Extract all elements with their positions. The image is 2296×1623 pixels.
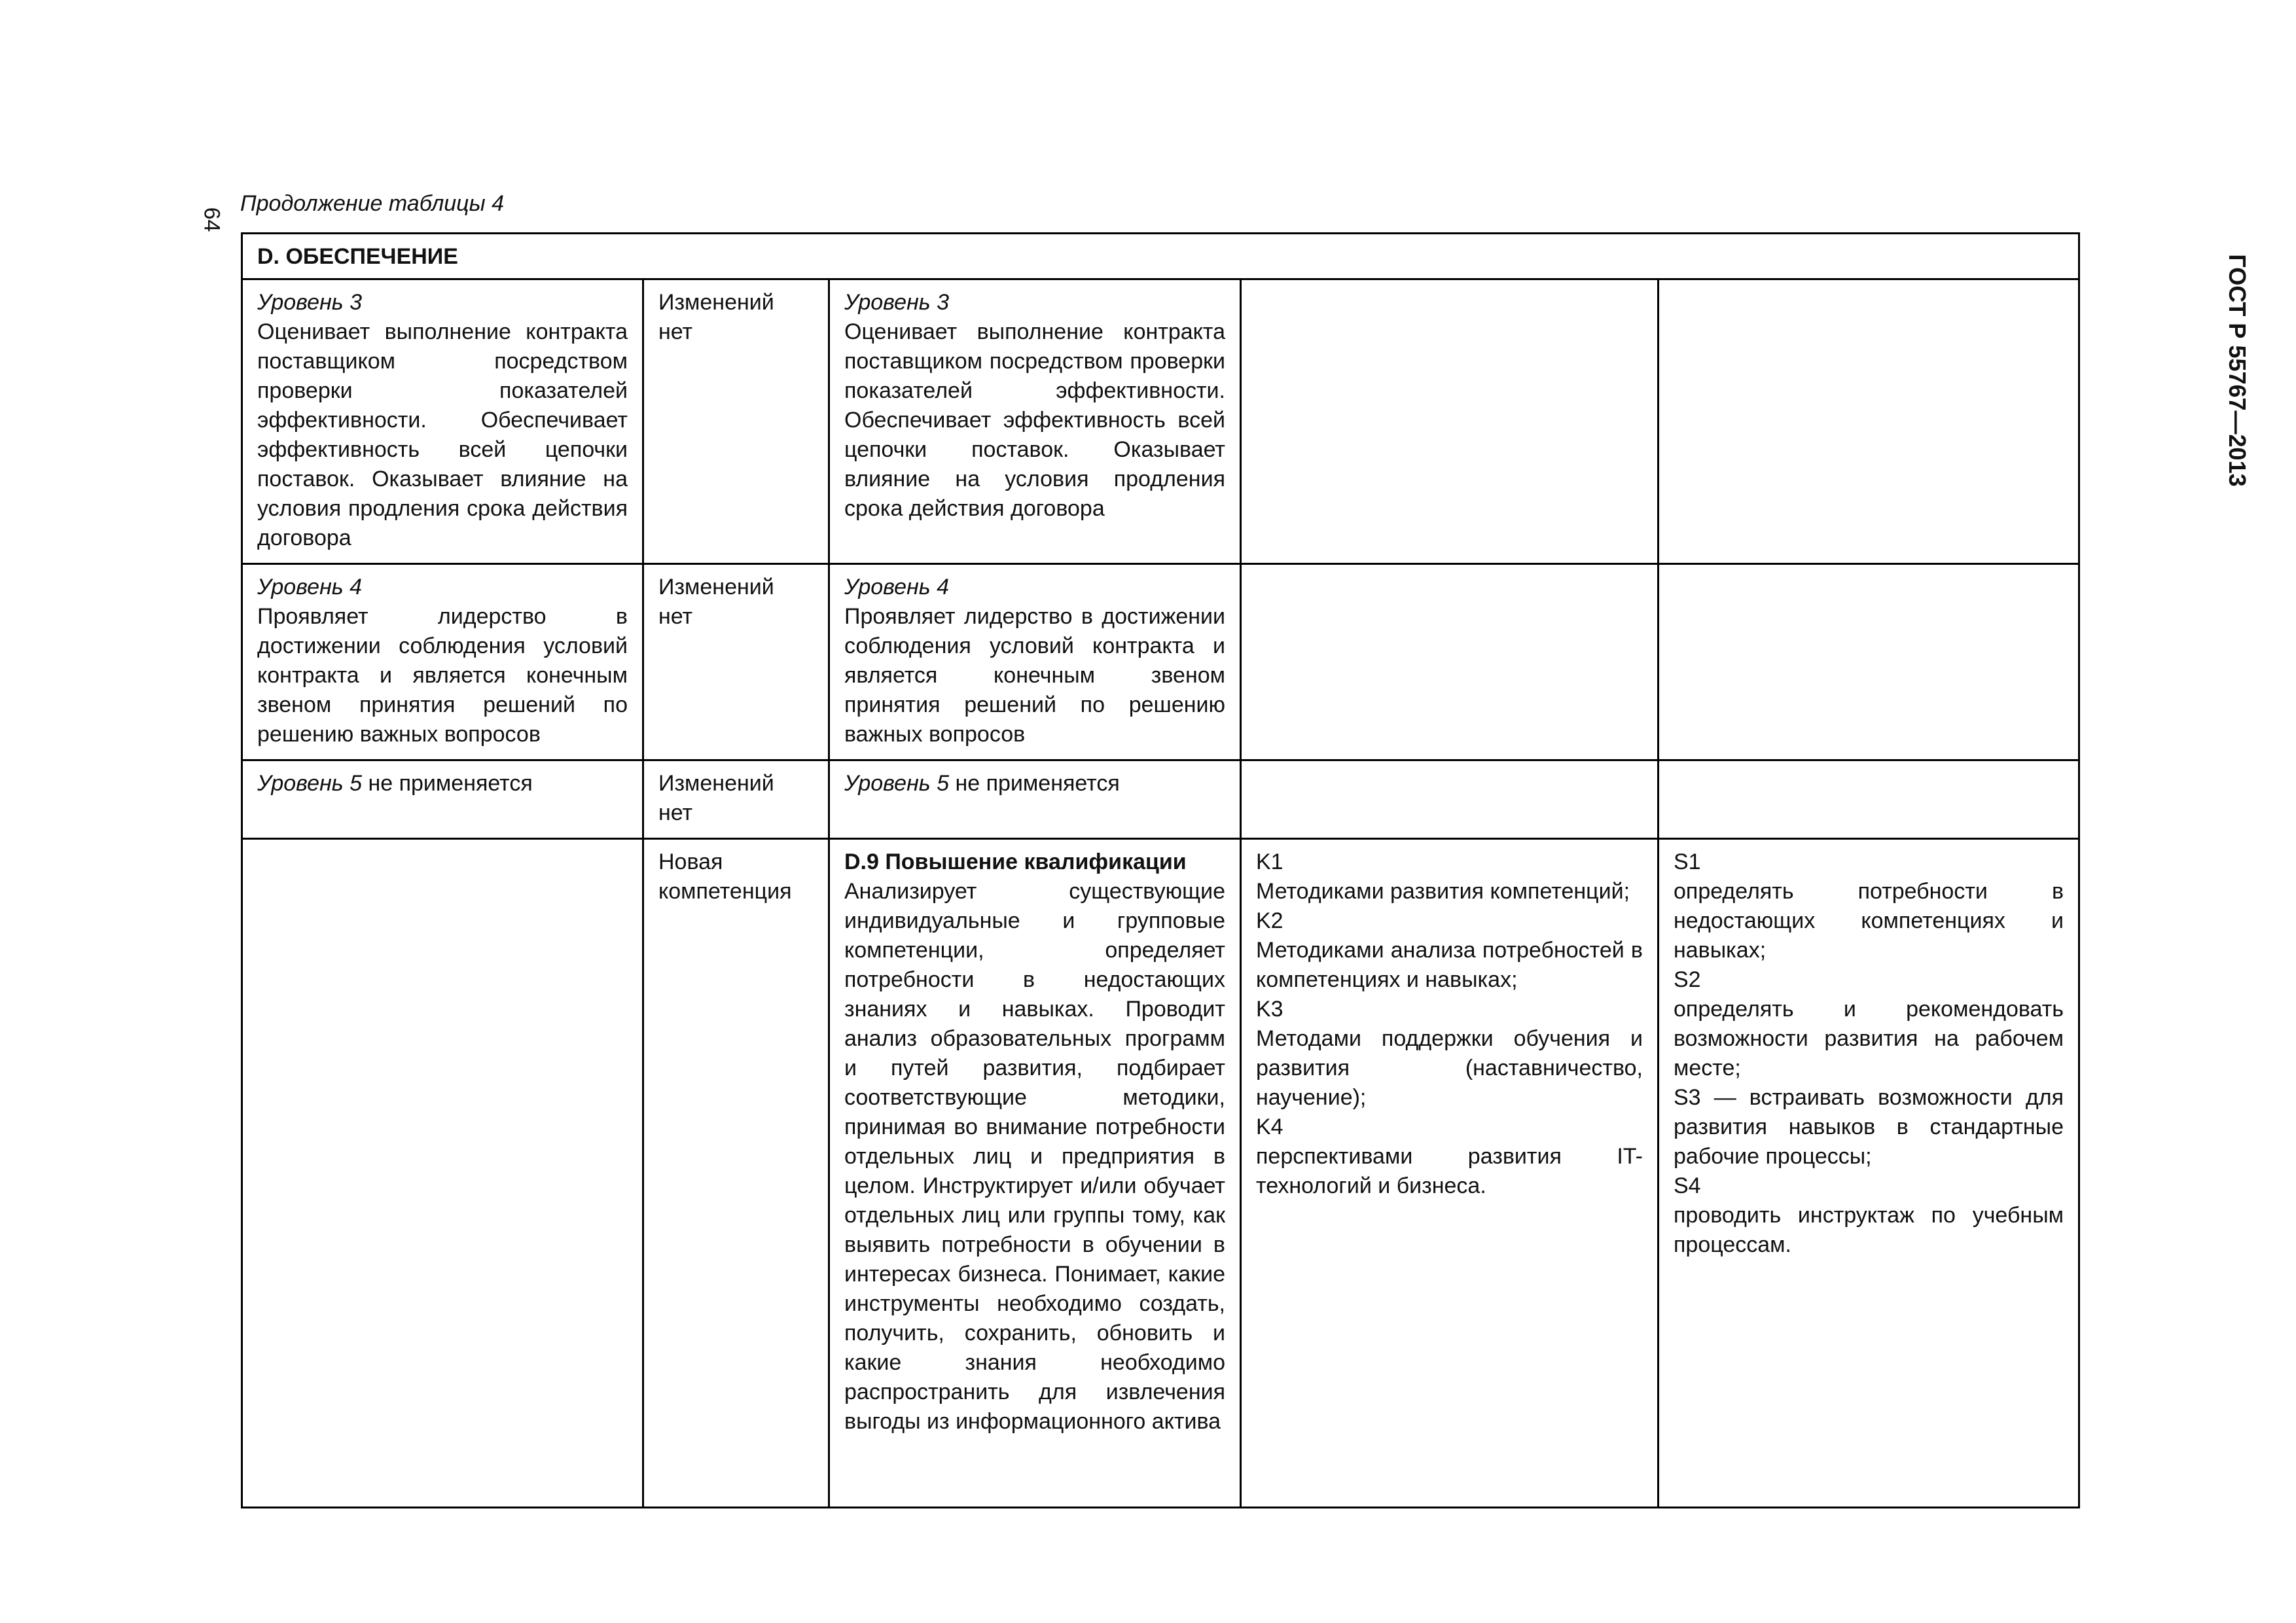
cell-new-level — [829, 564, 1241, 760]
skill-text: определять и рекомендовать возможности развития на рабочем месте; — [1674, 997, 2064, 1080]
knowledge-code: K2 — [1256, 908, 1283, 933]
cell-skills — [1659, 760, 2079, 839]
table-row — [242, 760, 2079, 839]
cell-knowledge — [1241, 564, 1659, 760]
cell-knowledge — [1241, 279, 1659, 564]
level-label: Уровень 5 — [844, 771, 950, 796]
cell-skills — [1659, 564, 2079, 760]
cell-skills — [1659, 279, 2079, 564]
level-description: Проявляет лидерство в достижении соблюдения условий контракта и является конечным звеном принятия решений по решению важных вопросов — [844, 604, 1225, 747]
knowledge-text: Методиками анализа потребностей в компетенциях и навыках; — [1256, 938, 1643, 992]
level-description: не применяется — [949, 771, 1120, 796]
cell-skills — [1659, 839, 2079, 1508]
level-label: Уровень 4 — [844, 575, 950, 599]
knowledge-code: K4 — [1256, 1115, 1283, 1139]
table-section-header-row — [242, 234, 2079, 279]
level-description: Оценивает выполнение контракта поставщиком посредством проверки показателей эффективности. Обеспечивает эффективность всей цепочки поставок. Оказывает влияние на условия продления срока действия договора — [844, 319, 1225, 521]
skill-text: S3 — встраивать возможности для развития навыков в стандартные рабочие процессы; — [1674, 1085, 2064, 1169]
table-caption: Продолжение таблицы 4 — [240, 191, 504, 216]
skill-text: проводить инструктаж по учебным процессам. — [1674, 1203, 2064, 1257]
skill-code: S2 — [1674, 967, 1701, 992]
level-label: Уровень 5 — [257, 771, 363, 796]
cell-change-status: Изменений нет — [643, 279, 829, 564]
document-id: ГОСТ Р 55767—2013 — [2224, 254, 2251, 487]
knowledge-text: перспективами развития IT-технологий и бизнеса. — [1256, 1144, 1643, 1198]
table-row — [242, 839, 2079, 1508]
competence-title: D.9 Повышение квалификации — [844, 849, 1187, 874]
cell-knowledge — [1241, 839, 1659, 1508]
level-description: Проявляет лидерство в достижении соблюдения условий контракта и является конечным звеном принятия решений по решению важных вопросов — [257, 604, 628, 747]
cell-new-level — [829, 760, 1241, 839]
level-label: Уровень 3 — [257, 290, 363, 315]
cell-new-level — [829, 279, 1241, 564]
level-label: Уровень 4 — [257, 575, 363, 599]
cell-old-level — [242, 839, 643, 1508]
section-header: D. ОБЕСПЕЧЕНИЕ — [242, 234, 2079, 279]
cell-old-level — [242, 279, 643, 564]
page-number: 64 — [199, 207, 224, 232]
competence-table — [241, 232, 2080, 1508]
knowledge-code: K3 — [1256, 997, 1283, 1022]
cell-old-level — [242, 760, 643, 839]
skill-code: S1 — [1674, 849, 1701, 874]
cell-new-competence — [829, 839, 1241, 1508]
skill-code: S4 — [1674, 1173, 1701, 1198]
cell-change-status: Изменений нет — [643, 760, 829, 839]
cell-change-status: Изменений нет — [643, 564, 829, 760]
table-row — [242, 279, 2079, 564]
competence-description: Анализирует существующие индивидуальные и групповые компетенции, определяет потребности в недостающих знаниях и навыках. Проводит анализ образовательных программ и путей развития, подбирает соответствующие методики, принимая во внимание потребности отдельных лиц и предприятия в целом. Инструктирует и/или обучает отдельных лиц или группы тому, как выявить потребности в обучении в интересах бизнеса. Понимает, какие инструменты необходимо создать, получить, сохранить, обновить и какие знания необходимо распространить для извлечения выгоды из информационного актива — [844, 879, 1225, 1434]
knowledge-text: Методиками развития компетенций; — [1256, 879, 1630, 904]
skill-text: определять потребности в недостающих компетенциях и навыках; — [1674, 879, 2064, 963]
cell-old-level — [242, 564, 643, 760]
level-description: Оценивает выполнение контракта поставщиком посредством проверки показателей эффективности. Обеспечивает эффективность всей цепочки поставок. Оказывает влияние на условия продления срока действия договора — [257, 319, 628, 550]
cell-knowledge — [1241, 760, 1659, 839]
knowledge-text: Методами поддержки обучения и развития (наставничество, научение); — [1256, 1026, 1643, 1110]
table-row — [242, 564, 2079, 760]
level-label: Уровень 3 — [844, 290, 950, 315]
knowledge-code: K1 — [1256, 849, 1283, 874]
cell-change-status: Новая компетенция — [643, 839, 829, 1508]
level-description: не применяется — [362, 771, 533, 796]
